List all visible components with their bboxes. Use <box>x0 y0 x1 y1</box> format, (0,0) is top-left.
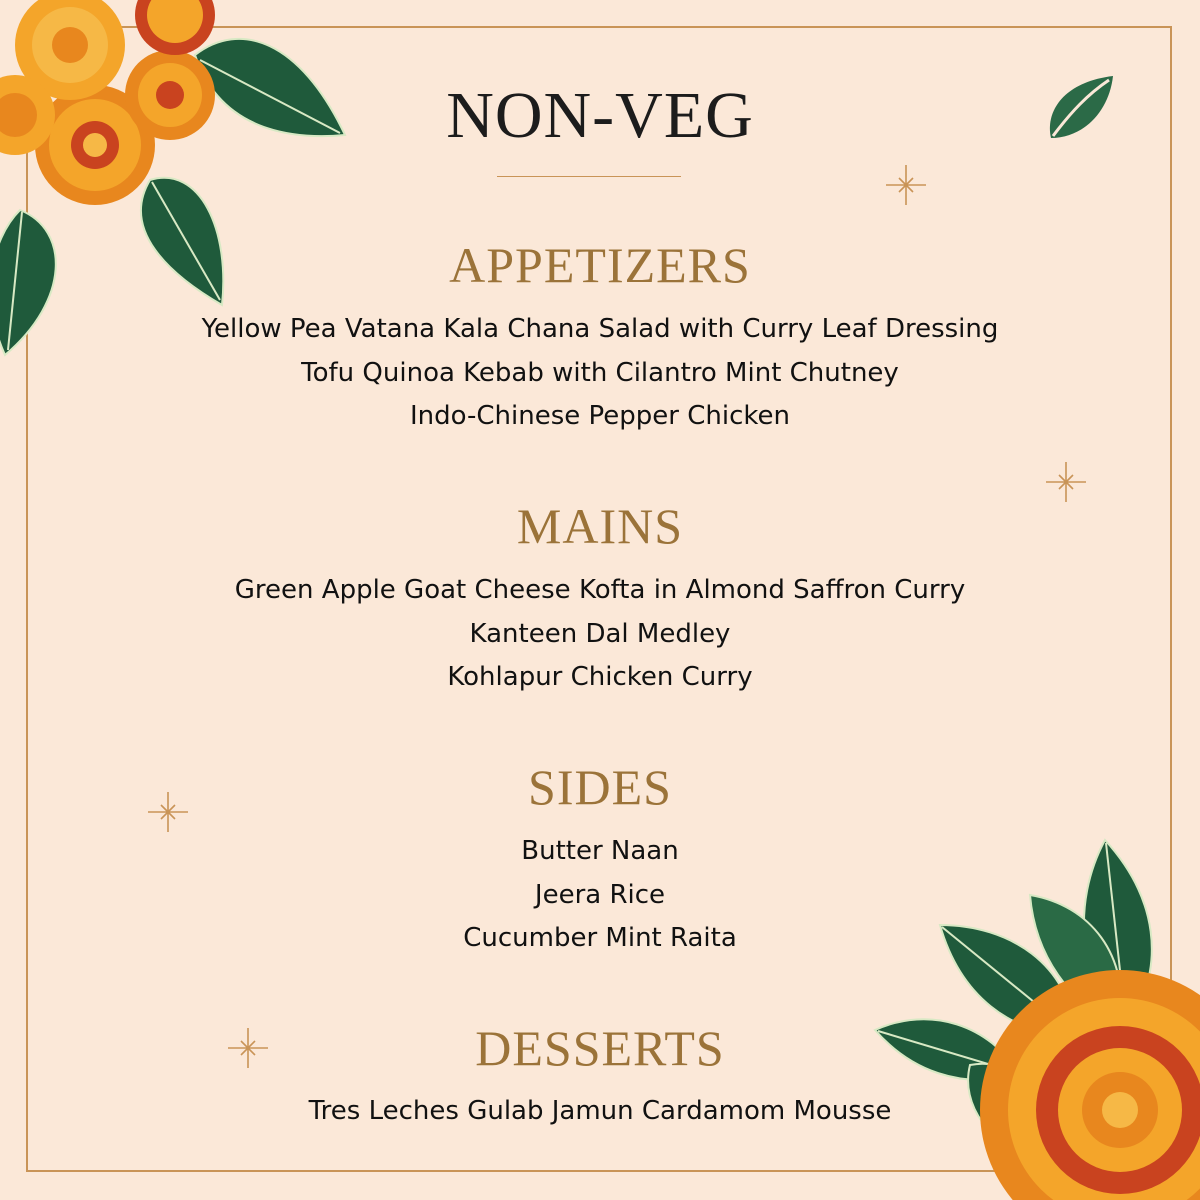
menu-item: Butter Naan <box>521 836 679 866</box>
section-heading-desserts: DESSERTS <box>475 1020 725 1076</box>
menu-item: Tres Leches Gulab Jamun Cardamom Mousse <box>308 1096 892 1126</box>
section-heading-appetizers: APPETIZERS <box>449 237 751 293</box>
menu-item: Kohlapur Chicken Curry <box>447 662 753 692</box>
section-items-appetizers <box>0 308 1200 439</box>
menu-item: Jeera Rice <box>534 879 666 910</box>
page-title: NON-VEG <box>446 79 754 152</box>
section-heading-mains: MAINS <box>516 498 684 554</box>
sparkle-icon <box>886 165 926 205</box>
menu-item: Green Apple Goat Cheese Kofta in Almond Saffron Curry <box>234 575 966 605</box>
section-items-desserts <box>0 1090 1200 1134</box>
sparkle-icon <box>1046 462 1086 502</box>
menu-item: Indo-Chinese Pepper Chicken <box>409 401 791 431</box>
menu-item: Yellow Pea Vatana Kala Chana Salad with Curry Leaf Dressing <box>201 314 999 344</box>
menu-item: Tofu Quinoa Kebab with Cilantro Mint Chutney <box>301 357 899 388</box>
menu-item: Cucumber Mint Raita <box>463 923 737 953</box>
title-divider <box>497 176 681 177</box>
section-items-sides <box>0 830 1200 961</box>
section-heading-sides: SIDES <box>528 759 672 815</box>
menu-item: Kanteen Dal Medley <box>469 618 731 649</box>
marigold-cluster-top-left <box>0 0 350 360</box>
section-items-mains <box>0 569 1200 700</box>
